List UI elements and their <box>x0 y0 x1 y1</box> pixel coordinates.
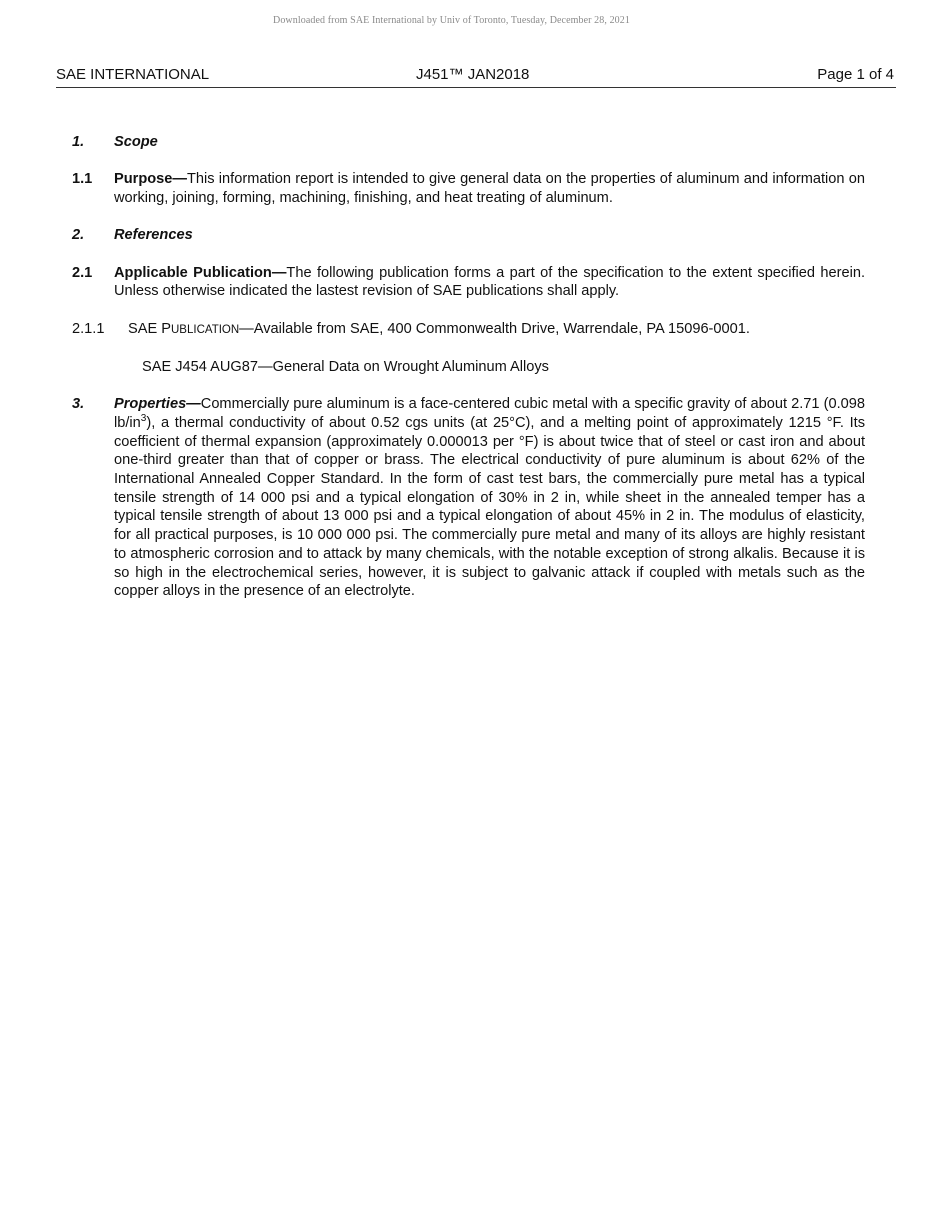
section-number: 1.1 <box>72 171 93 188</box>
section-2 <box>72 226 865 245</box>
section-heading: SAE P <box>128 320 171 337</box>
section-heading: Scope <box>114 134 158 150</box>
document-body <box>72 133 865 620</box>
section-1 <box>72 133 865 152</box>
section-paragraph <box>114 264 865 301</box>
reference-entry: SAE J454 AUG87—General Data on Wrought Aluminum Alloys <box>142 358 549 375</box>
header-publisher: SAE INTERNATIONAL <box>56 66 210 83</box>
section-heading: Purpose— <box>114 171 187 188</box>
superscript: 3 <box>140 413 147 425</box>
section-1-1 <box>72 170 865 207</box>
download-notice: Downloaded from SAE International by Univ of Toronto, Tuesday, December 28, 2021 <box>273 15 630 26</box>
section-2-1-1 <box>72 320 865 340</box>
section-3 <box>72 395 865 601</box>
section-text: The following publication forms a part of the specification to the extent specified herein. Unless otherwise indicated the lastest revision of SAE publications shall apply. <box>114 264 865 300</box>
section-paragraph <box>114 170 865 207</box>
section-paragraph <box>114 395 865 601</box>
section-text: This information report is intended to give general data on the properties of aluminum and information on working, joining, forming, machining, finishing, and heat treating of aluminum. <box>114 171 865 206</box>
section-heading: Applicable Publication— <box>114 264 287 281</box>
section-heading-smallcaps: UBLICATION <box>171 323 240 336</box>
section-number: 2.1 <box>72 264 93 281</box>
section-number: 2. <box>72 227 85 244</box>
section-heading: References <box>114 227 193 244</box>
section-number: 2.1.1 <box>72 320 105 337</box>
section-number: 3. <box>72 396 85 413</box>
section-text-part-1: Commercially pure aluminum is a face-centered cubic metal with a specific gravity of about 2.71 (0.098 lb/in <box>114 396 865 431</box>
section-heading: Properties— <box>114 396 201 413</box>
section-number: 1. <box>72 134 85 150</box>
header-page-number: Page 1 of 4 <box>817 66 894 83</box>
page-header <box>56 66 896 88</box>
section-2-1 <box>72 264 865 301</box>
section-paragraph <box>128 320 865 340</box>
section-text: —Available from SAE, 400 Commonwealth Drive, Warrendale, PA 15096-0001. <box>239 320 750 337</box>
section-text-part-2: ), a thermal conductivity of about 0.52 cgs units (at 25°C), and a melting point of approximately 1215 °F. Its coefficient of thermal expansion (approximately 0.000013 per °F) is about twice that of steel or cast iron and about one-third greater than that of copper or brass. The electrical conductivity of pure aluminum is about 62% of the International Annealed Copper Standard. In the form of cast test bars, the commercially pure metal has a typical tensile strength of 14 000 psi and a typical elongation of 30% in 2 in, while sheet in the annealed temper has a typical tensile strength of about 13 000 psi and a typical elongation of about 45% in 2 in. The modulus of elasticity, for all practical purposes, is 10 000 000 psi. The commercially pure metal and many of its alloys are highly resistant to atmospheric corrosion and to attack by many chemicals, with the notable exception of strong alkalis. Because it is so high in the electrochemical series, however, it is subject to galvanic attack if coupled with metals such as the copper alloys in the presence of an electrolyte. <box>114 414 865 600</box>
header-document-id: J451™ JAN2018 <box>416 66 530 83</box>
